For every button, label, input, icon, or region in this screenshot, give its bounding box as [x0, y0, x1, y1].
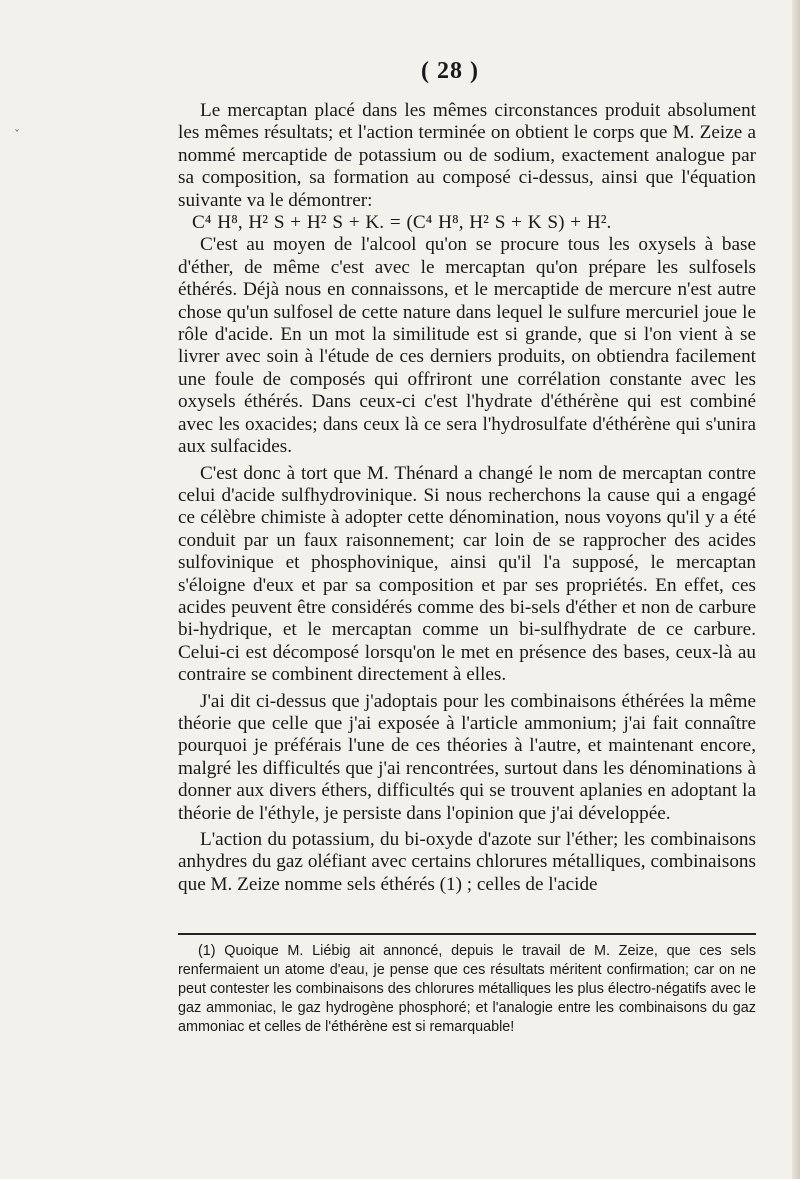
paragraph-3: C'est donc à tort que M. Thénard a changé le nom de mercaptan contre celui d'acide sulfhydrovinique. Si nous recherchons la cause qui a engagé ce célèbre chimiste à adopter cette dénomination, nous voyons qu'il y a été conduit par un faux raisonnement; car loin de se rapprocher des acides sulfovinique et phosphovinique, ainsi qu'il l'a supposé, le mercaptan s'éloigne d'eux et par sa composition et par ses propriétés. En effet, ces acides peuvent être considérés comme des bi-sels d'éther et non de carbure bi-hydrique, et le mercaptan comme un bi-sulfhydrate de ce carbure. Celui-ci est décomposé lorsqu'on le met en présence des bases, ceux-là au contraire se combinent directement à elles.: [178, 462, 756, 686]
chemical-equation: C⁴ H⁸, H² S + H² S + K. = (C⁴ H⁸, H² S + K S) + H².: [192, 212, 612, 234]
page-edge: [792, 0, 800, 1179]
body-text: [178, 100, 756, 896]
footnote-text: (1) Quoique M. Liébig ait annoncé, depuis le travail de M. Zeize, que ces sels renfermaient un atome d'eau, je pense que ces résultats méritent confirmation; car on ne peut contester les combinaisons des chlorures métalliques les plus électro-négatifs avec le gaz ammoniac, le gaz hydrogène phosphoré; et l'analogie entre les combinaisons du gaz ammoniac et celles de l'éthérène est si remarquable!: [178, 943, 756, 1035]
page-number: ( 28 ): [421, 58, 479, 84]
paragraph-4: J'ai dit ci-dessus que j'adoptais pour les combinaisons éthérées la même théorie que celle que j'ai exposée à l'article ammonium; j'ai fait connaître pourquoi je préférais l'une de ces théories à l'autre, et maintenant encore, malgré les difficultés que j'ai rencontrées, surtout dans les dénominations à donner aux divers éthers, difficultés qui se trouvent aplanies en adoptant la théorie de l'éthyle, je persiste dans l'opinion que j'ai développée.: [178, 690, 756, 824]
footnote: [178, 942, 756, 1037]
paragraph-1: Le mercaptan placé dans les mêmes circonstances produit absolument les mêmes résultats; et l'action terminée on obtient le corps que M. Zeize a nommé mercaptide de potassium ou de sodium, exactement analogue par sa composition, sa formation au composé ci-dessus, ainsi que l'équation suivante va le démontrer:: [178, 100, 756, 211]
margin-mark: ˇ: [14, 128, 20, 142]
footnote-rule: [178, 933, 756, 935]
paragraph-2: C'est au moyen de l'alcool qu'on se procure tous les oxysels à base d'éther, de même c'est avec le mercaptan qu'on prépare les sulfosels éthérés. Déjà nous en connaissons, et le mercaptide de mercure n'est autre chose qu'un sulfosel de cette nature dans lequel le sulfure mercuriel joue le rôle d'acide. En un mot la similitude est si grande, que si l'on vient à se livrer avec soin à l'étude de ces derniers produits, on obtiendra facilement une foule de composés qui offriront une corrélation constante avec les oxysels éthérés. Dans ceux-ci c'est l'hydrate d'éthérène qui est combiné avec les oxacides; dans ceux là ce sera l'hydrosulfate d'éthérène qui s'unira aux sulfacides.: [178, 234, 756, 458]
paragraph-5: L'action du potassium, du bi-oxyde d'azote sur l'éther; les combinaisons anhydres du gaz oléfiant avec certains chlorures métalliques, combinaisons que M. Zeize nomme sels éthérés (1) ; celles de l'acide: [178, 829, 756, 895]
